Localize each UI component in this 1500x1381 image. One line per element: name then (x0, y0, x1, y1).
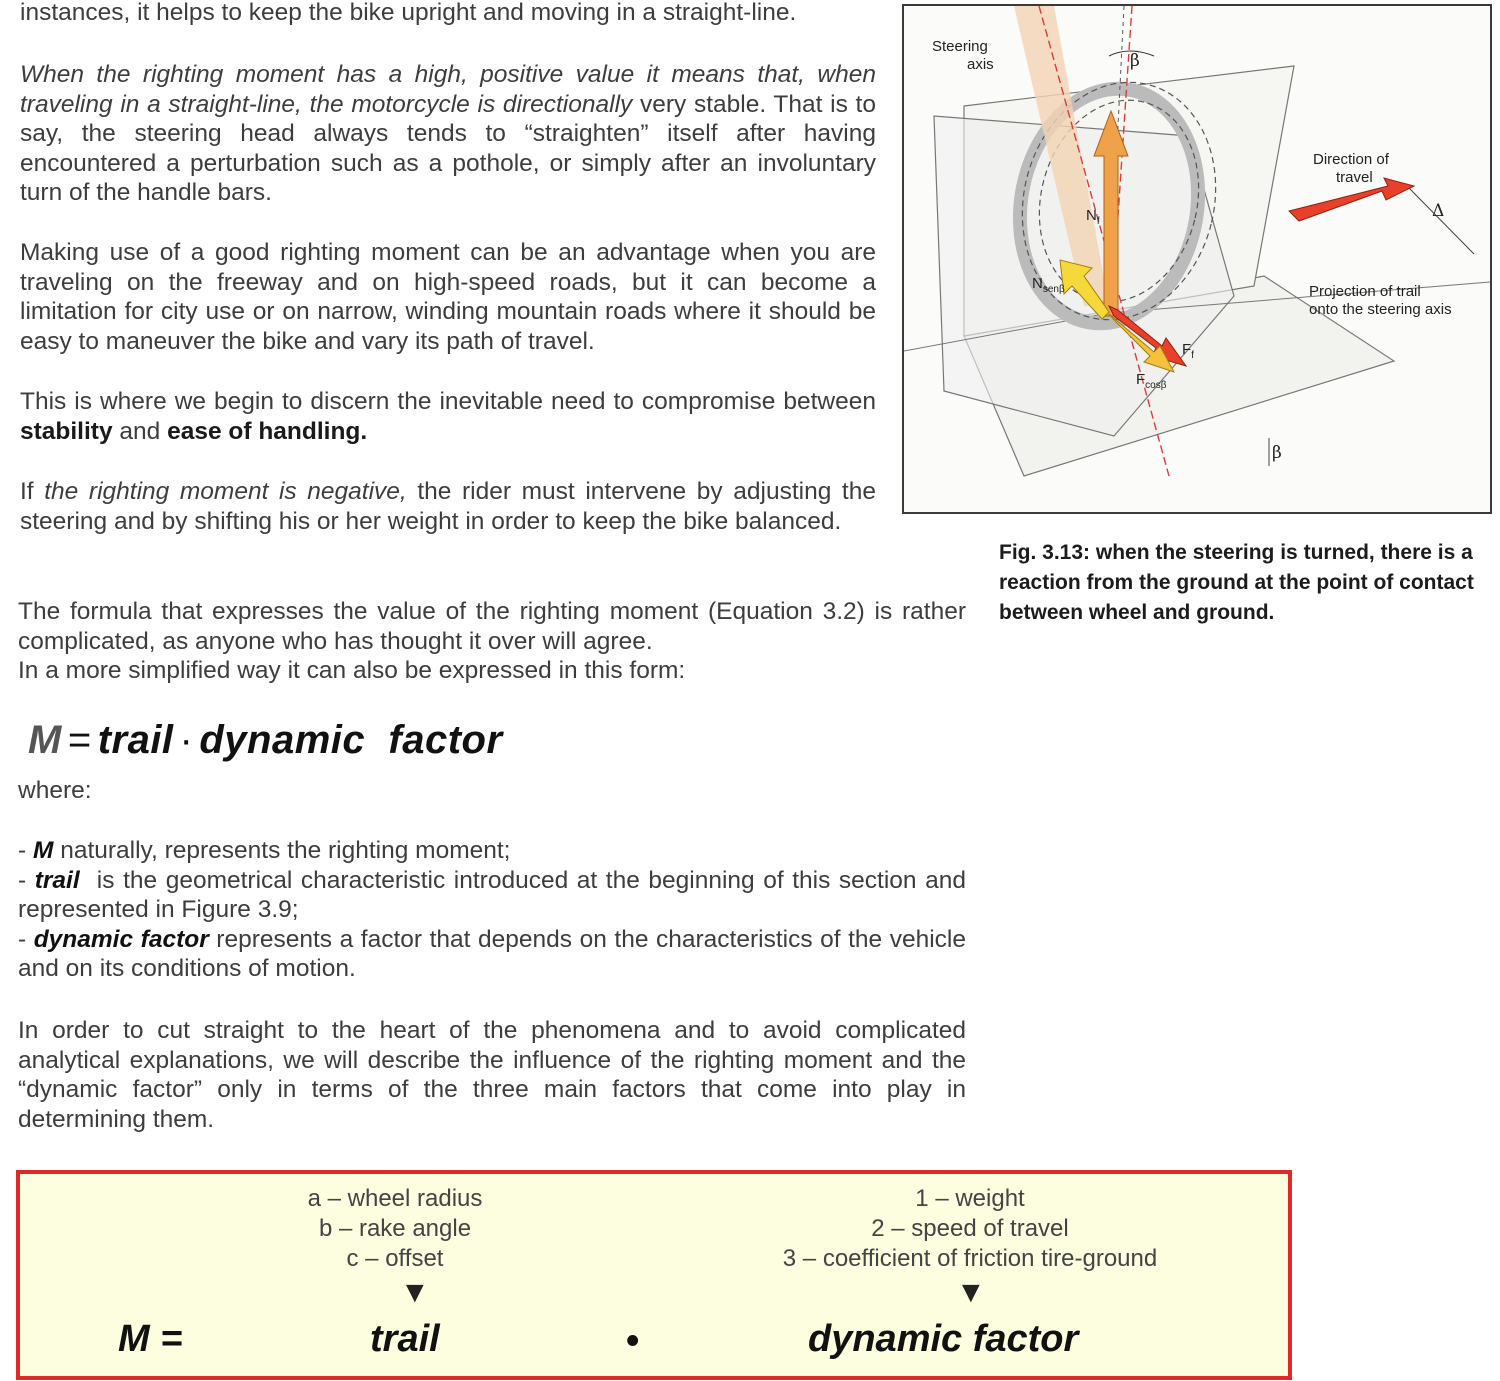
paragraph-text-span: If (20, 478, 45, 505)
bold-ease-of-handling: ease of handling. (167, 417, 368, 445)
definition-item (18, 866, 973, 925)
label-ff-sub: f (1191, 350, 1194, 361)
figure-caption: Fig. 3.13: when the steering is turned, there is a reaction from the ground at the point of contact between wheel and ground. (999, 541, 1474, 624)
dynamic-factor-item: 3 – coefficient of friction tire-ground (782, 1245, 1158, 1272)
trail-factor-item: b – rake angle (318, 1215, 472, 1242)
label-beta-bottom: β (1272, 443, 1282, 463)
paragraph-text-span: the rider must intervene by adjusting the steering and by shifting his or her weight in order to keep the bike balanced. (20, 478, 876, 535)
formula-m: M (28, 718, 62, 762)
where-label: where: (18, 777, 92, 804)
paragraph-italic-span: the righting moment is negative, (44, 478, 407, 505)
paragraph-compromise (20, 387, 876, 446)
paragraph-text-span: and (112, 417, 168, 445)
paragraph-three-factors: In order to cut straight to the heart of the phenomena and to avoid complicated analytical explanations, we will describe the influence of the righting moment and the “dynamic factor” only in terms of the three main factors that come into play in determining them. (18, 1017, 966, 1133)
label-axis: axis (967, 56, 994, 73)
label-steering: Steering (932, 38, 988, 55)
delta-arc (1409, 188, 1474, 254)
paragraph-line: The formula that expresses the value of the righting moment (Equation 3.2) is rather complicated, as anyone who has thought it over will agree. (18, 598, 966, 655)
paragraph-intro-fragment: instances, it helps to keep the bike upright and moving in a straight-line. (20, 0, 797, 26)
paragraph-italic-span: When the righting moment has a high, positive value it means that, when traveling in a straight-line, the motorcycle is directionally (20, 61, 876, 118)
down-arrow-icon: ▼ (400, 1276, 430, 1309)
formula-dot: · (179, 718, 194, 762)
summary-dynamic-factor: dynamic factor (808, 1318, 1079, 1360)
label-nsen-sub: senβ (1042, 284, 1065, 295)
formula-main (28, 718, 503, 763)
label-nf-sub: f (1096, 216, 1100, 227)
label-beta-top: β (1130, 51, 1140, 71)
paragraph-text-span: very stable. That is to say, the steering head always tends to “straighten” itself after having encountered a perturbation such as a pothole, or simply after an involuntary turn of the handle bars. (20, 90, 876, 206)
label-fcos-sub: cosβ (1145, 380, 1167, 391)
figure-steering-reaction (902, 4, 1492, 514)
dynamic-factors-list (720, 1184, 1220, 1274)
trail-factor-item: c – offset (346, 1245, 444, 1272)
definition-dash: - (18, 866, 35, 894)
paragraph-positive-moment (20, 60, 876, 208)
figure-illustration (904, 6, 1490, 512)
paragraph-formula-intro (18, 597, 966, 686)
dynamic-factor-item: 1 – weight (915, 1185, 1025, 1212)
paragraph-negative-moment (20, 477, 876, 536)
summary-m-equals: M = (118, 1318, 183, 1360)
trail-factors-list (270, 1184, 520, 1274)
label-delta: Δ (1432, 201, 1445, 221)
label-direction-of: Direction of (1313, 151, 1389, 168)
trail-factor-item: a – wheel radius (307, 1185, 483, 1212)
formula-dynamic-factor: dynamic factor (199, 718, 503, 762)
formula-equals: = (67, 718, 92, 762)
paragraph-advantage: Making use of a good righting moment can be an advantage when you are traveling on the freeway and on high-speed roads, but it can become a limitation for city use or on narrow, winding mountain roads where it should be easy to maneuver the bike and vary its path of travel. (20, 239, 876, 355)
label-nsen-main: N (1032, 275, 1043, 292)
definition-text: represents a factor that depends on the characteristics of the vehicle and on its conditions of motion. (18, 925, 966, 982)
label-ff-main: F (1182, 341, 1192, 358)
definition-item (18, 836, 966, 866)
label-onto-steering-axis: onto the steering axis (1309, 301, 1452, 318)
definitions-list (18, 836, 973, 984)
definition-dash: - (18, 925, 34, 953)
definition-term: trail (34, 866, 80, 894)
label-travel: travel (1336, 169, 1373, 186)
label-projection-of-trail: Projection of trail (1309, 283, 1421, 300)
definition-term: M (32, 837, 54, 864)
label-nf-main: N (1086, 207, 1097, 224)
summary-dot: • (626, 1320, 640, 1362)
formula-trail: trail (97, 718, 174, 762)
definition-item (18, 925, 966, 984)
definition-text: is the geometrical characteristic introduced at the beginning of this section and represented in Figure 3.9; (18, 866, 973, 923)
definition-term: dynamic factor (33, 925, 209, 953)
bold-stability: stability (20, 417, 113, 445)
summary-trail: trail (370, 1318, 440, 1360)
paragraph-text-span: This is where we begin to discern the inevitable need to compromise between (20, 388, 876, 415)
definition-text: naturally, represents the righting moment; (53, 837, 511, 864)
label-fcos-main: F (1136, 371, 1146, 388)
paragraph-line: In a more simplified way it can also be expressed in this form: (18, 657, 686, 684)
definition-dash: - (18, 837, 33, 864)
dynamic-factor-item: 2 – speed of travel (871, 1215, 1069, 1242)
summary-box (16, 1170, 1292, 1380)
down-arrow-icon: ▼ (956, 1276, 986, 1309)
